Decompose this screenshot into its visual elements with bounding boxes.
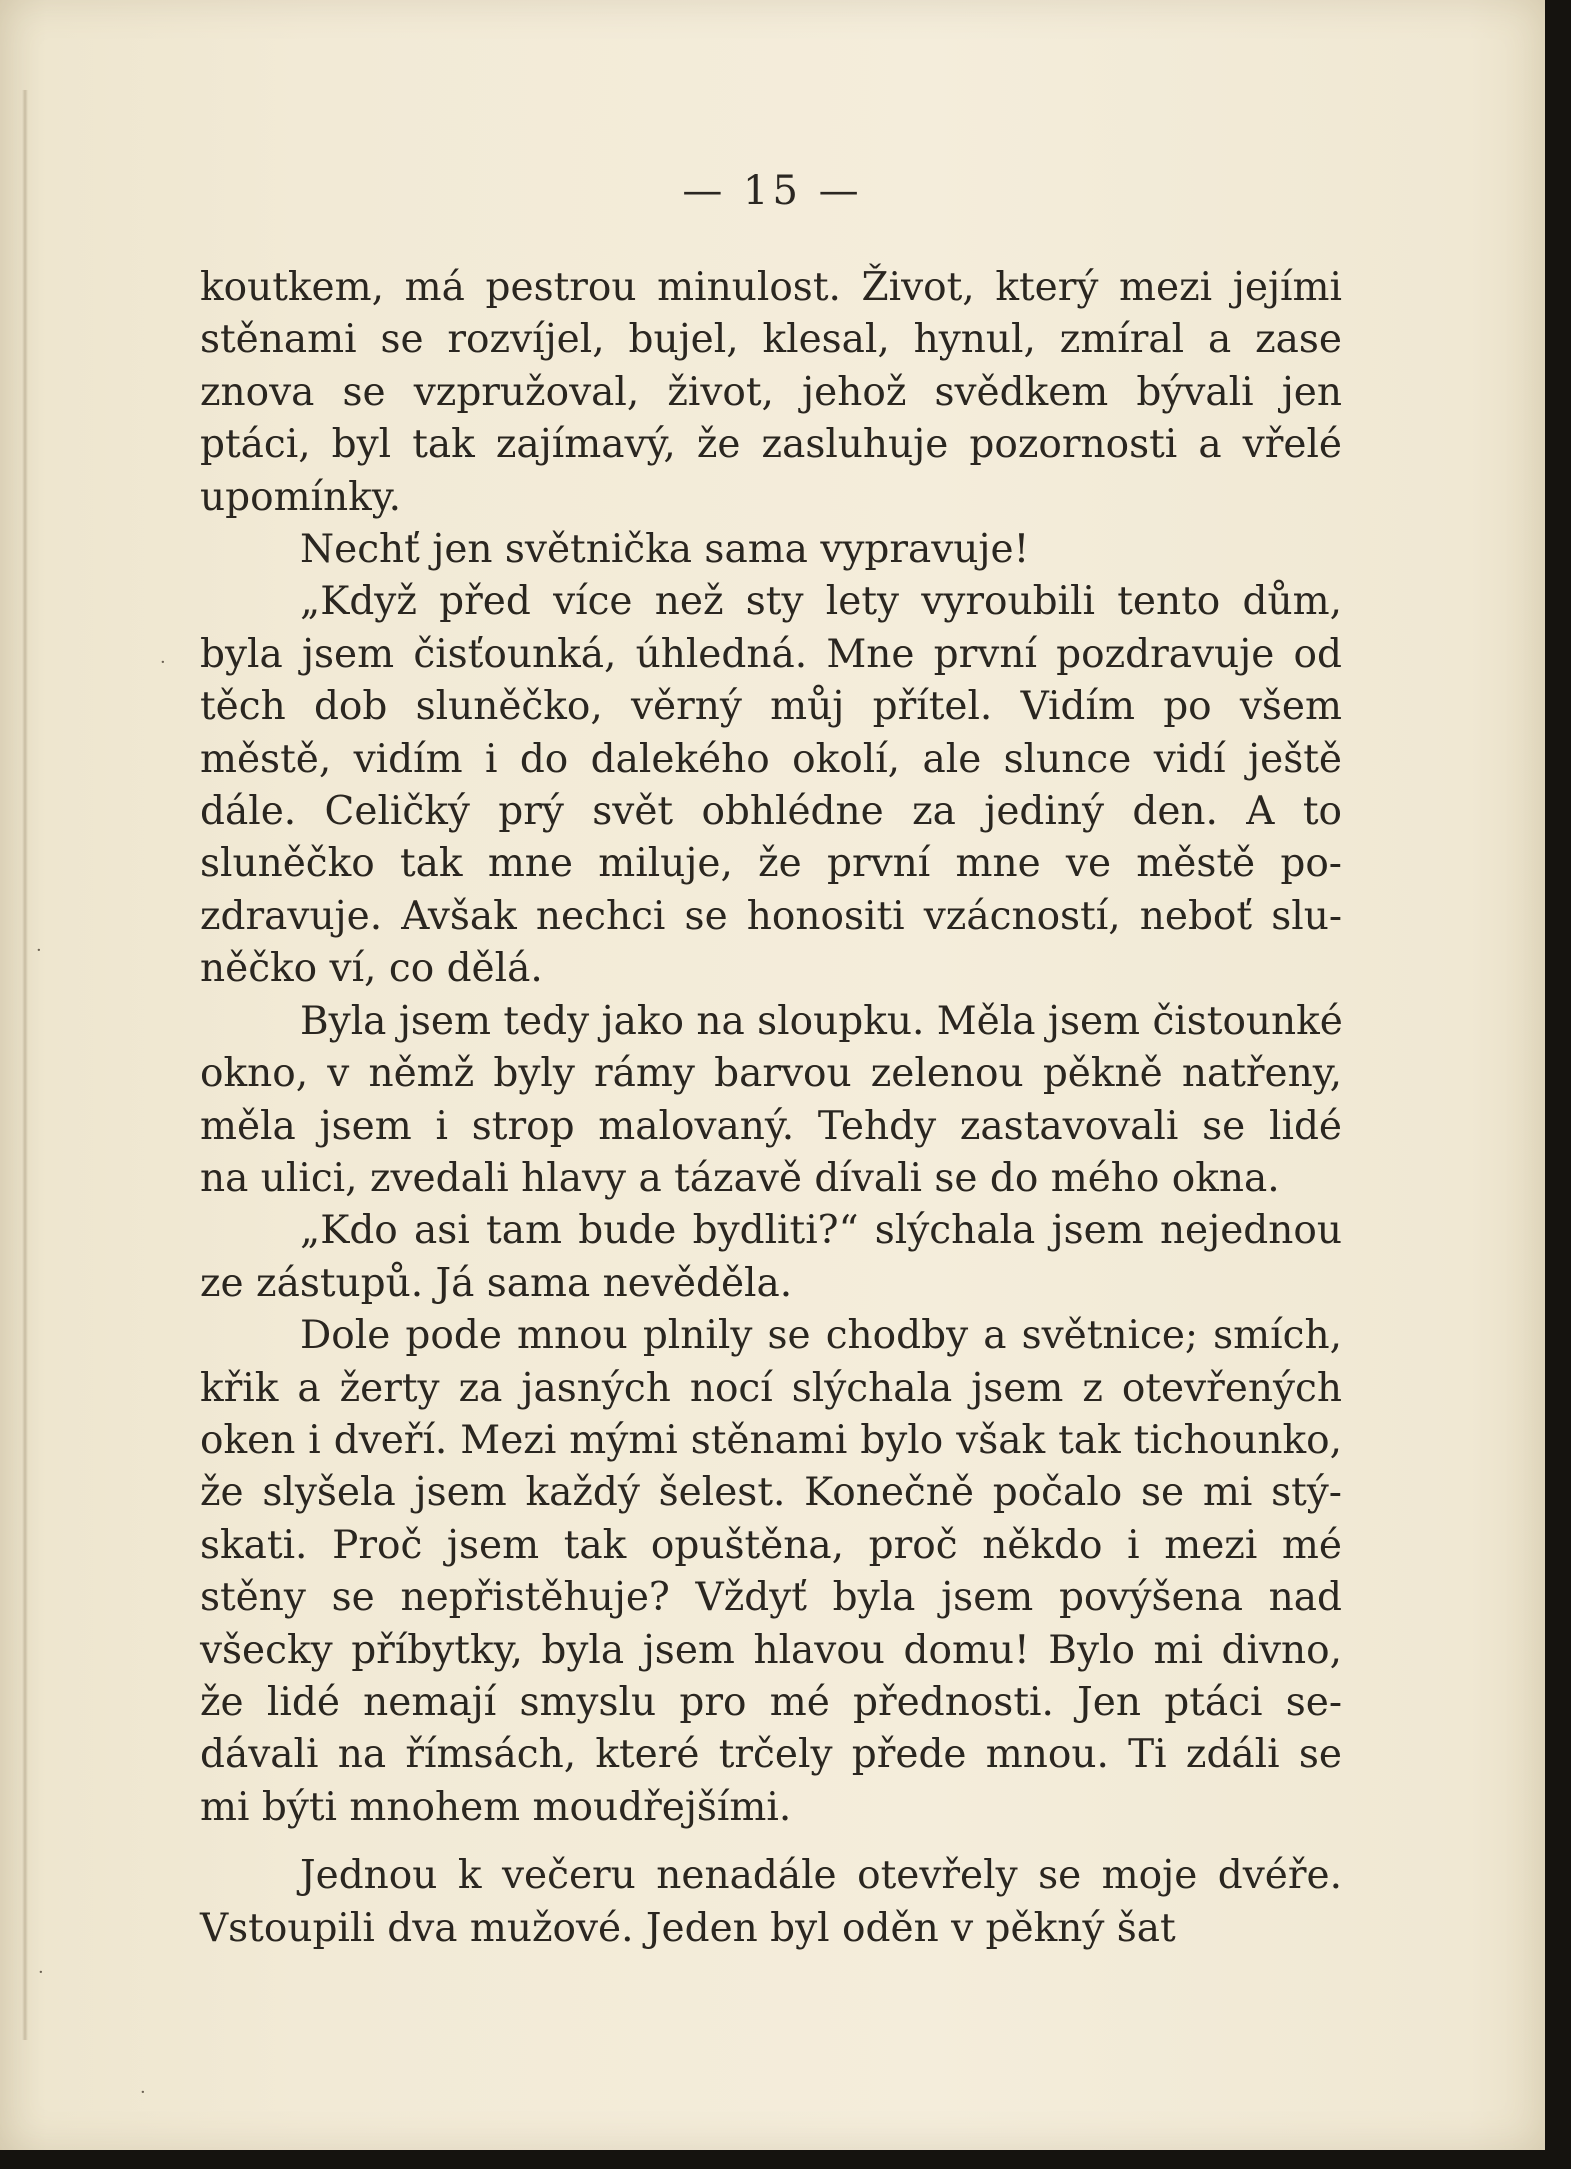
binding-edge bbox=[22, 90, 28, 2040]
stray-mark: · bbox=[38, 1962, 44, 1983]
text-line: upomínky. bbox=[200, 474, 402, 520]
text-line: křik a žerty za jasných nocí slýchala jsem z otevřených bbox=[200, 1365, 1342, 1411]
text-line: byla jsem čisťounká, úhledná. Mne první pozdravuje od bbox=[200, 631, 1342, 677]
text-line: okno, v němž byly rámy barvou zelenou pěkně natřeny, bbox=[200, 1051, 1342, 1097]
text-line: dávali na římsách, které trčely přede mnou. Ti zdáli se bbox=[200, 1732, 1342, 1778]
page-edge-shadow-bottom bbox=[0, 2150, 1571, 2169]
text-line: na ulici, zvedali hlavy a tázavě dívali se do mého okna. bbox=[200, 1155, 1280, 1201]
text-line: Byla jsem tedy jako na sloupku. Měla jsem čistounké bbox=[300, 998, 1343, 1044]
text-line: že slyšela jsem každý šelest. Konečně počalo se mi stý- bbox=[200, 1470, 1342, 1516]
text-line: že lidé nemají smyslu pro mé přednosti. Jen ptáci se- bbox=[200, 1679, 1342, 1725]
text-line: ptáci, byl tak zajímavý, že zasluhuje pozornosti a vřelé bbox=[200, 422, 1342, 468]
paragraph bbox=[200, 1205, 1342, 1310]
text-line: něčko ví, co dělá. bbox=[200, 946, 543, 992]
text-line: koutkem, má pestrou minulost. Život, který mezi jejími bbox=[200, 265, 1342, 310]
text-line: stěny se nepřistěhuje? Vždyť byla jsem povýšena nad bbox=[200, 1575, 1342, 1621]
paragraph bbox=[200, 996, 1342, 1206]
text-line: ze zástupů. Já sama nevěděla. bbox=[200, 1260, 793, 1306]
text-line: zdravuje. Avšak nechci se honositi vzácností, neboť slu- bbox=[200, 893, 1342, 939]
text-line: Dole pode mnou plnily se chodby a světnice; smích, bbox=[300, 1313, 1342, 1359]
paragraph-gap bbox=[200, 1834, 1342, 1850]
paragraph bbox=[200, 576, 1342, 995]
text-line: Jednou k večeru nenadále otevřely se moje dvéře. bbox=[300, 1853, 1342, 1899]
stray-mark: · bbox=[140, 2082, 146, 2103]
paragraph bbox=[200, 1310, 1342, 1834]
text-line: Nechť jen světnička sama vypravuje! bbox=[300, 527, 1030, 573]
body-text bbox=[200, 262, 1342, 1955]
text-line: sluněčko tak mne miluje, že první mne ve městě po- bbox=[200, 841, 1342, 887]
text-line: skati. Proč jsem tak opuštěna, proč někdo i mezi mé bbox=[200, 1522, 1342, 1568]
text-line: všecky příbytky, byla jsem hlavou domu! Bylo mi divno, bbox=[200, 1627, 1342, 1673]
text-line: oken i dveří. Mezi mými stěnami bylo však tak tichounko, bbox=[200, 1417, 1342, 1463]
paragraph bbox=[200, 262, 1342, 524]
stray-mark: · bbox=[160, 652, 166, 673]
stray-mark: · bbox=[36, 940, 42, 961]
text-line: městě, vidím i do dalekého okolí, ale slunce vidí ještě bbox=[200, 736, 1342, 782]
text-line: měla jsem i strop malovaný. Tehdy zastavovali se lidé bbox=[200, 1103, 1342, 1149]
page-edge-shadow bbox=[1545, 0, 1571, 2169]
text-line: „Když před více než sty lety vyroubili tento dům, bbox=[300, 579, 1342, 625]
paragraph bbox=[200, 1850, 1342, 1955]
text-line: znova se vzpružoval, život, jehož svědkem bývali jen bbox=[200, 369, 1342, 415]
text-line: „Kdo asi tam bude bydliti?“ slýchala jsem nejednou bbox=[300, 1208, 1342, 1254]
text-line: Vstoupili dva mužové. Jeden byl oděn v pěkný šat bbox=[200, 1905, 1176, 1951]
text-line: mi býti mnohem moudřejšími. bbox=[200, 1784, 792, 1830]
page-number: — 15 — bbox=[682, 168, 863, 214]
text-line: těch dob sluněčko, věrný můj přítel. Vidím po všem bbox=[200, 684, 1342, 730]
paragraph bbox=[200, 524, 1342, 576]
text-line: dále. Celičký prý svět obhlédne za jediný den. A to bbox=[200, 789, 1342, 835]
text-line: stěnami se rozvíjel, bujel, klesal, hynul, zmíral a zase bbox=[200, 317, 1342, 363]
